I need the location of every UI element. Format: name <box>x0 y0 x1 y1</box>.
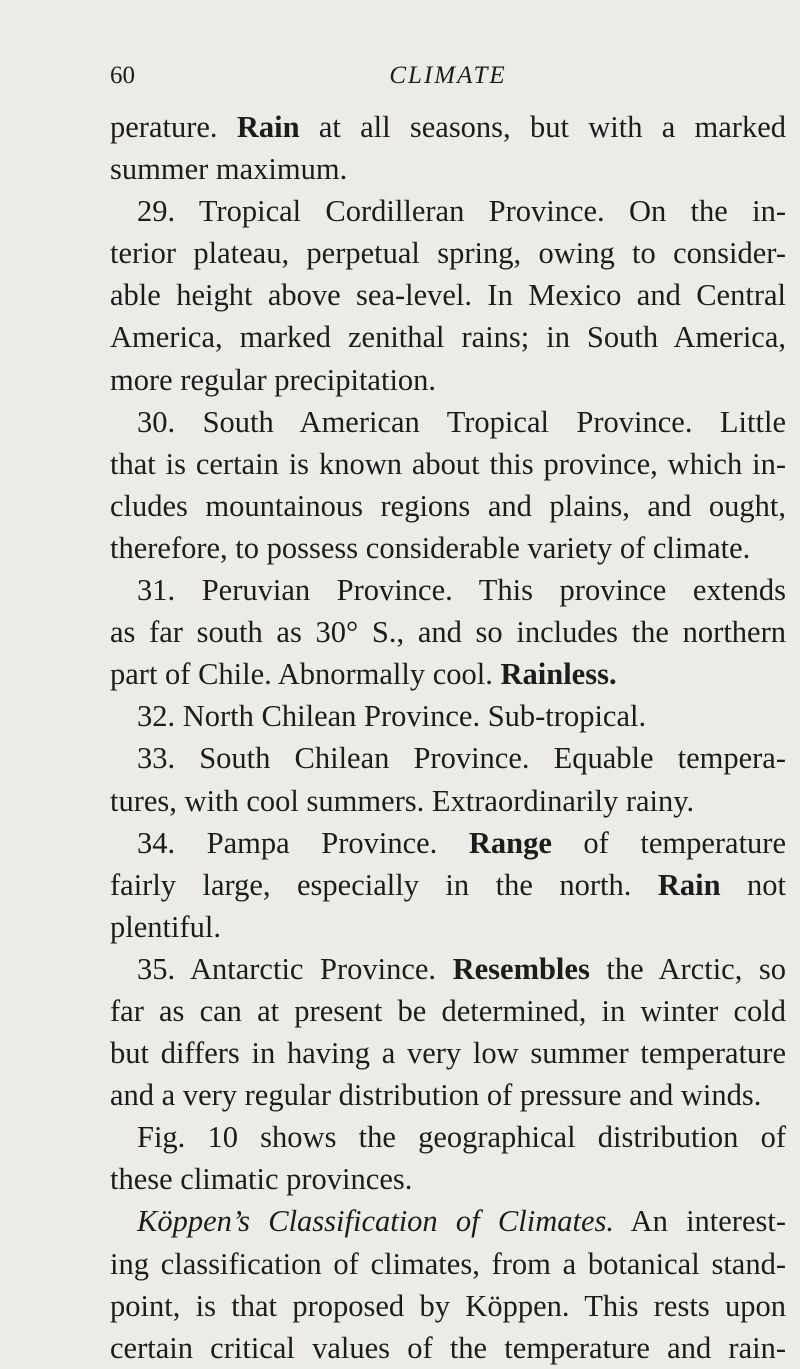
text-line: that is certain is known about this province, which in- <box>110 446 786 481</box>
text-line: terior plateau, perpetual spring, owing to consider- <box>110 236 786 271</box>
text-line: therefore, to possess considerable variety of climate. <box>110 530 751 565</box>
text-line: 31. Peruvian Province. This province extends <box>137 573 786 608</box>
text-line: summer maximum. <box>110 152 348 187</box>
text-line: 29. Tropical Cordilleran Province. On the in- <box>137 194 786 229</box>
text-line: 30. South American Tropical Province. Little <box>137 404 786 439</box>
body-text <box>110 106 786 1369</box>
text-line: and a very regular distribution of pressure and winds. <box>110 1078 762 1113</box>
page-number: 60 <box>110 62 135 89</box>
text-line: Fig. 10 shows the geographical distribution of <box>137 1120 786 1155</box>
text-line: able height above sea-level. In Mexico and Central <box>110 278 786 313</box>
text-line: certain critical values of the temperature and rain- <box>110 1330 786 1365</box>
text-line: 34. Pampa Province. Range of temperature <box>137 825 786 860</box>
text-line: far as can at present be determined, in winter cold <box>110 993 786 1028</box>
text-line: perature. Rain at all seasons, but with a marked <box>110 110 786 144</box>
text-line: fairly large, especially in the north. Rain not <box>110 867 786 902</box>
text-line: plentiful. <box>110 909 221 944</box>
text-line: point, is that proposed by Köppen. This rests upon <box>110 1288 786 1323</box>
text-line: part of Chile. Abnormally cool. Rainless. <box>110 657 617 692</box>
text-line: 32. North Chilean Province. Sub-tropical. <box>137 699 647 734</box>
text-line: tures, with cool summers. Extraordinarily rainy. <box>110 783 695 818</box>
text-line: cludes mountainous regions and plains, and ought, <box>110 488 786 523</box>
text-line: 33. South Chilean Province. Equable tempera- <box>137 741 786 776</box>
text-line: ing classification of climates, from a botanical stand- <box>110 1246 786 1281</box>
page-header <box>110 62 786 98</box>
running-title: CLIMATE <box>389 62 507 89</box>
text-line: 35. Antarctic Province. Resembles the Arctic, so <box>137 951 786 986</box>
text-line: but differs in having a very low summer temperature <box>110 1036 786 1071</box>
text-line: Köppen’s Classification of Climates. An interest- <box>137 1204 787 1239</box>
text-line: more regular precipitation. <box>110 362 437 397</box>
text-line: America, marked zenithal rains; in South America, <box>110 320 786 355</box>
text-line: as far south as 30° S., and so includes the northern <box>110 615 786 650</box>
text-line: these climatic provinces. <box>110 1162 413 1197</box>
